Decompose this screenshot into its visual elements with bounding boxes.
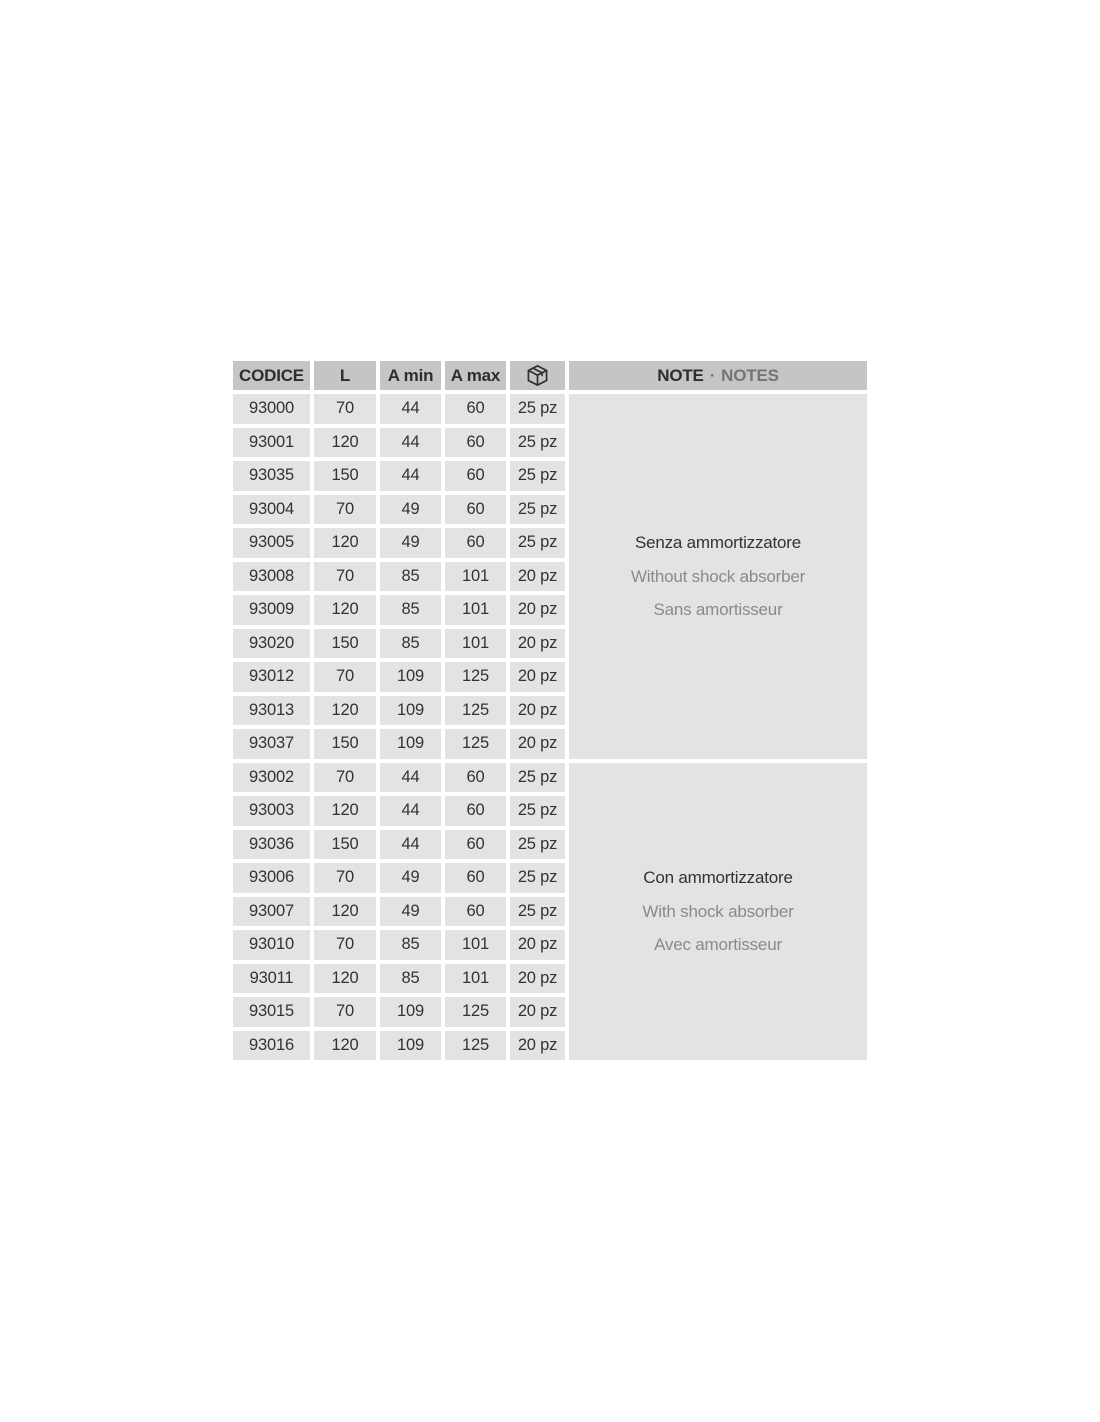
cell-pack: 25 pz [510,461,565,491]
cell-a-max: 60 [445,863,506,893]
cell-a-max: 101 [445,964,506,994]
cell-a-min: 44 [380,796,441,826]
cell-codice: 93001 [233,428,310,458]
cell-a-min: 85 [380,964,441,994]
cell-a-min: 44 [380,394,441,424]
cell-pack: 25 pz [510,428,565,458]
cell-codice: 93000 [233,394,310,424]
cell-codice: 93010 [233,930,310,960]
cell-pack: 25 pz [510,830,565,860]
cell-pack: 25 pz [510,796,565,826]
cell-a-min: 49 [380,495,441,525]
cell-l: 150 [314,629,376,659]
cell-a-min: 109 [380,997,441,1027]
cell-pack: 20 pz [510,930,565,960]
cell-codice: 93035 [233,461,310,491]
cell-a-max: 101 [445,595,506,625]
cell-l: 70 [314,763,376,793]
cell-codice: 93016 [233,1031,310,1061]
cell-l: 120 [314,595,376,625]
product-spec-table [233,361,867,1060]
note-line: Con ammortizzatore [643,868,793,887]
cell-l: 120 [314,428,376,458]
cell-a-min: 109 [380,729,441,759]
cell-pack: 20 pz [510,1031,565,1061]
col-header-packaging [510,361,565,390]
col-header-l: L [314,361,376,390]
cell-codice: 93011 [233,964,310,994]
cell-l: 150 [314,729,376,759]
cell-pack: 20 pz [510,964,565,994]
cell-l: 120 [314,796,376,826]
cell-codice: 93008 [233,562,310,592]
cell-codice: 93015 [233,997,310,1027]
note-header-separator: · [709,365,716,385]
cell-codice: 93009 [233,595,310,625]
note-line: Without shock absorber [630,566,806,586]
cell-codice: 93004 [233,495,310,525]
cell-a-max: 125 [445,997,506,1027]
cell-pack: 20 pz [510,595,565,625]
cell-l: 120 [314,897,376,927]
note-line: Avec amortisseur [654,935,782,954]
cell-pack: 20 pz [510,629,565,659]
cell-a-max: 60 [445,897,506,927]
cell-l: 70 [314,863,376,893]
note-line: With shock absorber [642,901,794,921]
cell-pack: 20 pz [510,562,565,592]
cell-a-max: 60 [445,495,506,525]
cell-pack: 25 pz [510,528,565,558]
cell-a-min: 44 [380,461,441,491]
cell-pack: 20 pz [510,997,565,1027]
cell-pack: 20 pz [510,662,565,692]
note-header-en: NOTES [721,365,779,385]
cell-codice: 93003 [233,796,310,826]
cell-a-max: 60 [445,763,506,793]
cell-a-max: 101 [445,562,506,592]
col-header-codice: CODICE [233,361,310,390]
cell-a-max: 125 [445,729,506,759]
cell-a-min: 49 [380,897,441,927]
cell-pack: 25 pz [510,897,565,927]
cell-l: 70 [314,930,376,960]
cell-a-max: 60 [445,428,506,458]
cell-codice: 93036 [233,830,310,860]
cell-l: 120 [314,1031,376,1061]
cell-pack: 25 pz [510,763,565,793]
cell-a-min: 109 [380,696,441,726]
cell-pack: 20 pz [510,729,565,759]
cell-a-max: 60 [445,461,506,491]
cell-l: 150 [314,461,376,491]
cell-codice: 93013 [233,696,310,726]
cell-a-max: 60 [445,830,506,860]
cell-a-max: 125 [445,1031,506,1061]
cell-a-min: 44 [380,763,441,793]
cell-codice: 93007 [233,897,310,927]
cell-l: 150 [314,830,376,860]
cell-l: 70 [314,562,376,592]
cell-a-min: 49 [380,863,441,893]
note-line: Senza ammortizzatore [634,533,802,552]
cell-a-max: 125 [445,696,506,726]
cell-a-max: 125 [445,662,506,692]
cell-l: 120 [314,528,376,558]
cell-l: 70 [314,394,376,424]
col-header-a-min: A min [380,361,441,390]
cell-l: 70 [314,997,376,1027]
cell-l: 70 [314,495,376,525]
cell-a-max: 101 [445,629,506,659]
cell-a-max: 60 [445,394,506,424]
cell-a-min: 44 [380,428,441,458]
cell-a-min: 85 [380,629,441,659]
col-header-a-max: A max [445,361,506,390]
cell-codice: 93005 [233,528,310,558]
note-block [569,394,867,759]
note-block [569,763,867,1061]
note-header-it: NOTE [657,365,704,385]
cell-a-min: 109 [380,662,441,692]
cell-a-max: 60 [445,796,506,826]
cell-a-max: 101 [445,930,506,960]
cell-a-max: 60 [445,528,506,558]
cell-a-min: 85 [380,595,441,625]
cell-l: 70 [314,662,376,692]
cell-codice: 93006 [233,863,310,893]
cell-l: 120 [314,964,376,994]
cell-codice: 93002 [233,763,310,793]
cell-codice: 93012 [233,662,310,692]
cell-a-min: 85 [380,930,441,960]
note-line: Sans amortisseur [653,600,783,619]
cell-a-min: 49 [380,528,441,558]
cell-pack: 25 pz [510,495,565,525]
package-icon [525,363,550,388]
cell-a-min: 44 [380,830,441,860]
cell-codice: 93020 [233,629,310,659]
cell-l: 120 [314,696,376,726]
col-header-note [569,361,867,390]
cell-pack: 20 pz [510,696,565,726]
cell-a-min: 85 [380,562,441,592]
cell-codice: 93037 [233,729,310,759]
cell-pack: 25 pz [510,394,565,424]
cell-pack: 25 pz [510,863,565,893]
cell-a-min: 109 [380,1031,441,1061]
